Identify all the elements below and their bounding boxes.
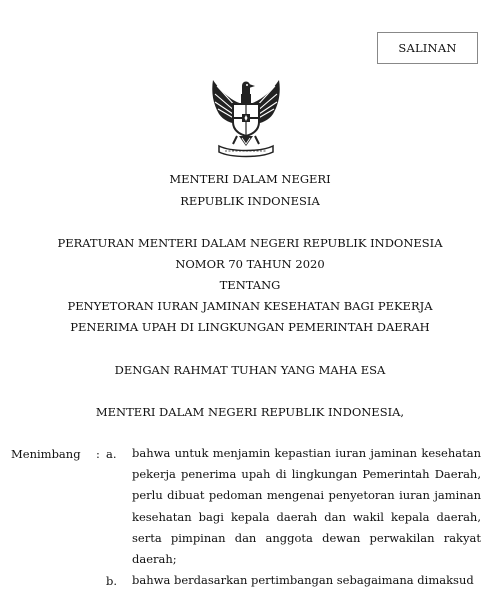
regulation-title: PERATURAN MENTERI DALAM NEGERI REPUBLIK INDONESIA xyxy=(57,236,443,250)
issuer-line-2: REPUBLIK INDONESIA xyxy=(180,194,320,208)
authority-line: MENTERI DALAM NEGERI REPUBLIK INDONESIA, xyxy=(95,405,405,419)
regulation-number: NOMOR 70 TAHUN 2020 xyxy=(175,257,325,271)
garuda-emblem-icon xyxy=(203,74,289,160)
issuer-line-1: MENTERI DALAM NEGERI xyxy=(169,172,331,186)
consideration-letter: b. xyxy=(106,574,118,588)
consider-colon: : xyxy=(96,447,100,461)
blessing-line: DENGAN RAHMAT TUHAN YANG MAHA ESA xyxy=(114,363,386,377)
consideration-text: bahwa berdasarkan pertimbangan sebagaimana dimaksud xyxy=(132,573,474,587)
regulation-subject-line-2: PENERIMA UPAH DI LINGKUNGAN PEMERINTAH DAERAH xyxy=(70,320,430,334)
stamp-label: SALINAN xyxy=(398,41,457,55)
consider-label: Menimbang xyxy=(11,447,81,461)
salinan-stamp xyxy=(377,32,478,64)
regulation-subject-line-1: PENYETORAN IURAN JAMINAN KESEHATAN BAGI PEKERJA xyxy=(67,299,433,313)
consideration-letter: a. xyxy=(106,447,117,461)
regulation-about: TENTANG xyxy=(219,278,281,292)
consideration-text: bahwa untuk menjamin kepastian iuran jaminan kesehatan pekerja penerima upah di lingkungan Pemerintah Daerah, perlu dibuat pedoman mengenai penyetoran iuran jaminan kesehatan bagi kepala daerah dan wakil kepala daerah, serta pimpinan dan anggota dewan perwakilan rakyat daerah; xyxy=(132,446,481,567)
